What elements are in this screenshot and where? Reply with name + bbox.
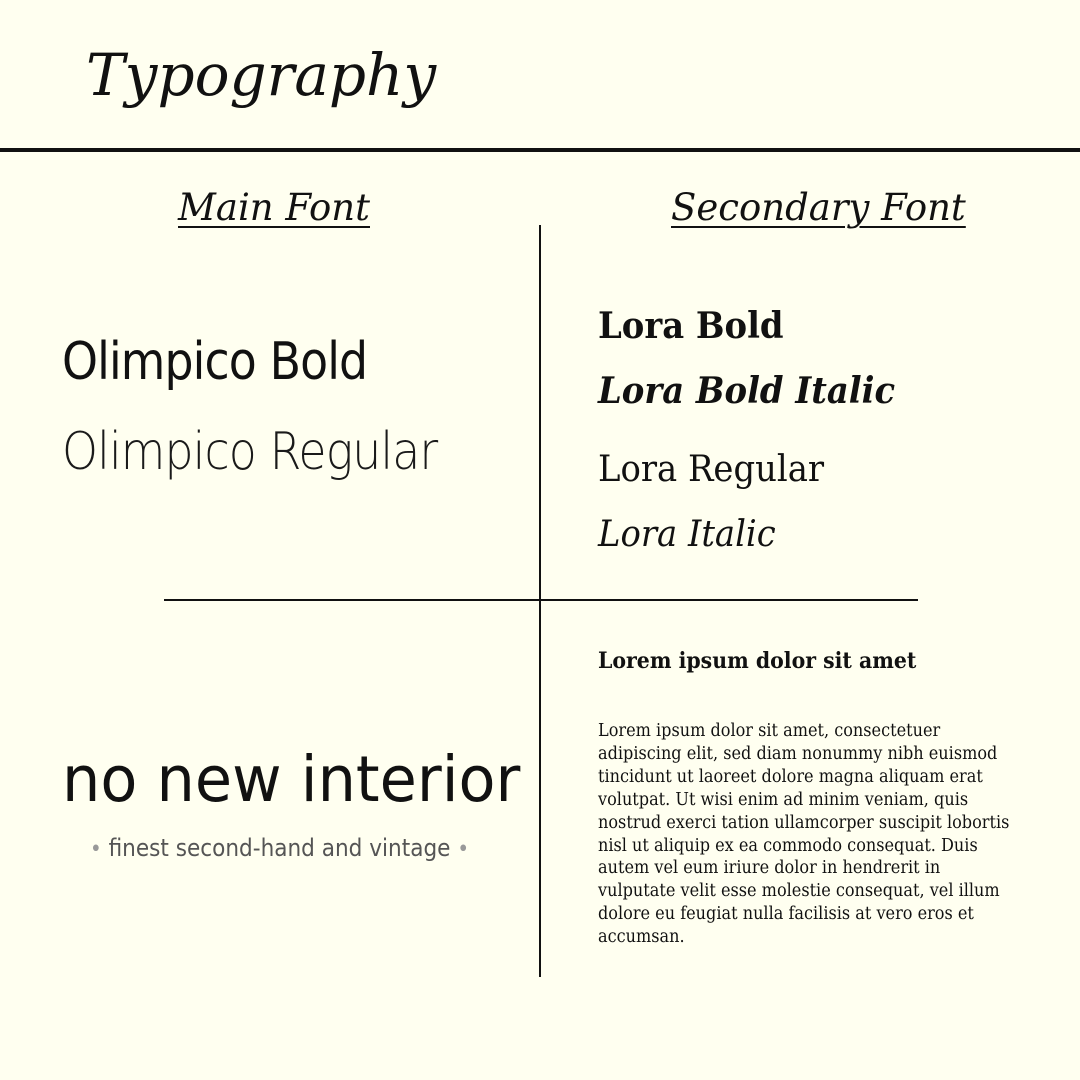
tagline-text: finest second-hand and vintage bbox=[108, 834, 451, 862]
tagline-bullet-left: • bbox=[90, 837, 102, 862]
main-font-sample-bold: Olimpico Bold bbox=[62, 332, 368, 392]
main-font-sample-regular: Olimpico Regular bbox=[62, 422, 438, 482]
secondary-font-sample-bold-italic: Lora Bold Italic bbox=[598, 370, 896, 412]
horizontal-divider bbox=[164, 599, 918, 601]
secondary-font-sample-italic: Lora Italic bbox=[598, 514, 776, 555]
tagline-bullet-right: • bbox=[457, 837, 470, 862]
vertical-divider bbox=[539, 225, 541, 977]
text-sample-body: Lorem ipsum dolor sit amet, consectetuer adipiscing elit, sed diam nonummy nibh euismod tincidunt ut laoreet dolore magna aliquam erat volutpat. Ut wisi enim ad minim veniam, quis nostrud exerci tation ullamcorper suscipit lobortis nisl ut aliquip ex ea commodo consequat. Duis autem vel eum iriure dolor in hendrerit in vulputate velit esse molestie consequat, vel illum dolore eu feugiat nulla facilisis at vero eros et accumsan. bbox=[598, 721, 1010, 948]
brand-name-sample: no new interior bbox=[62, 743, 521, 816]
text-sample-heading: Lorem ipsum dolor sit amet bbox=[598, 648, 917, 674]
header-divider bbox=[0, 148, 1080, 152]
secondary-font-sample-bold: Lora Bold bbox=[598, 305, 784, 347]
main-font-heading: Main Font bbox=[178, 186, 370, 229]
brand-tagline bbox=[90, 836, 469, 861]
secondary-font-heading: Secondary Font bbox=[671, 186, 966, 229]
secondary-font-sample-regular: Lora Regular bbox=[598, 449, 825, 490]
page-title: Typography bbox=[86, 41, 437, 109]
